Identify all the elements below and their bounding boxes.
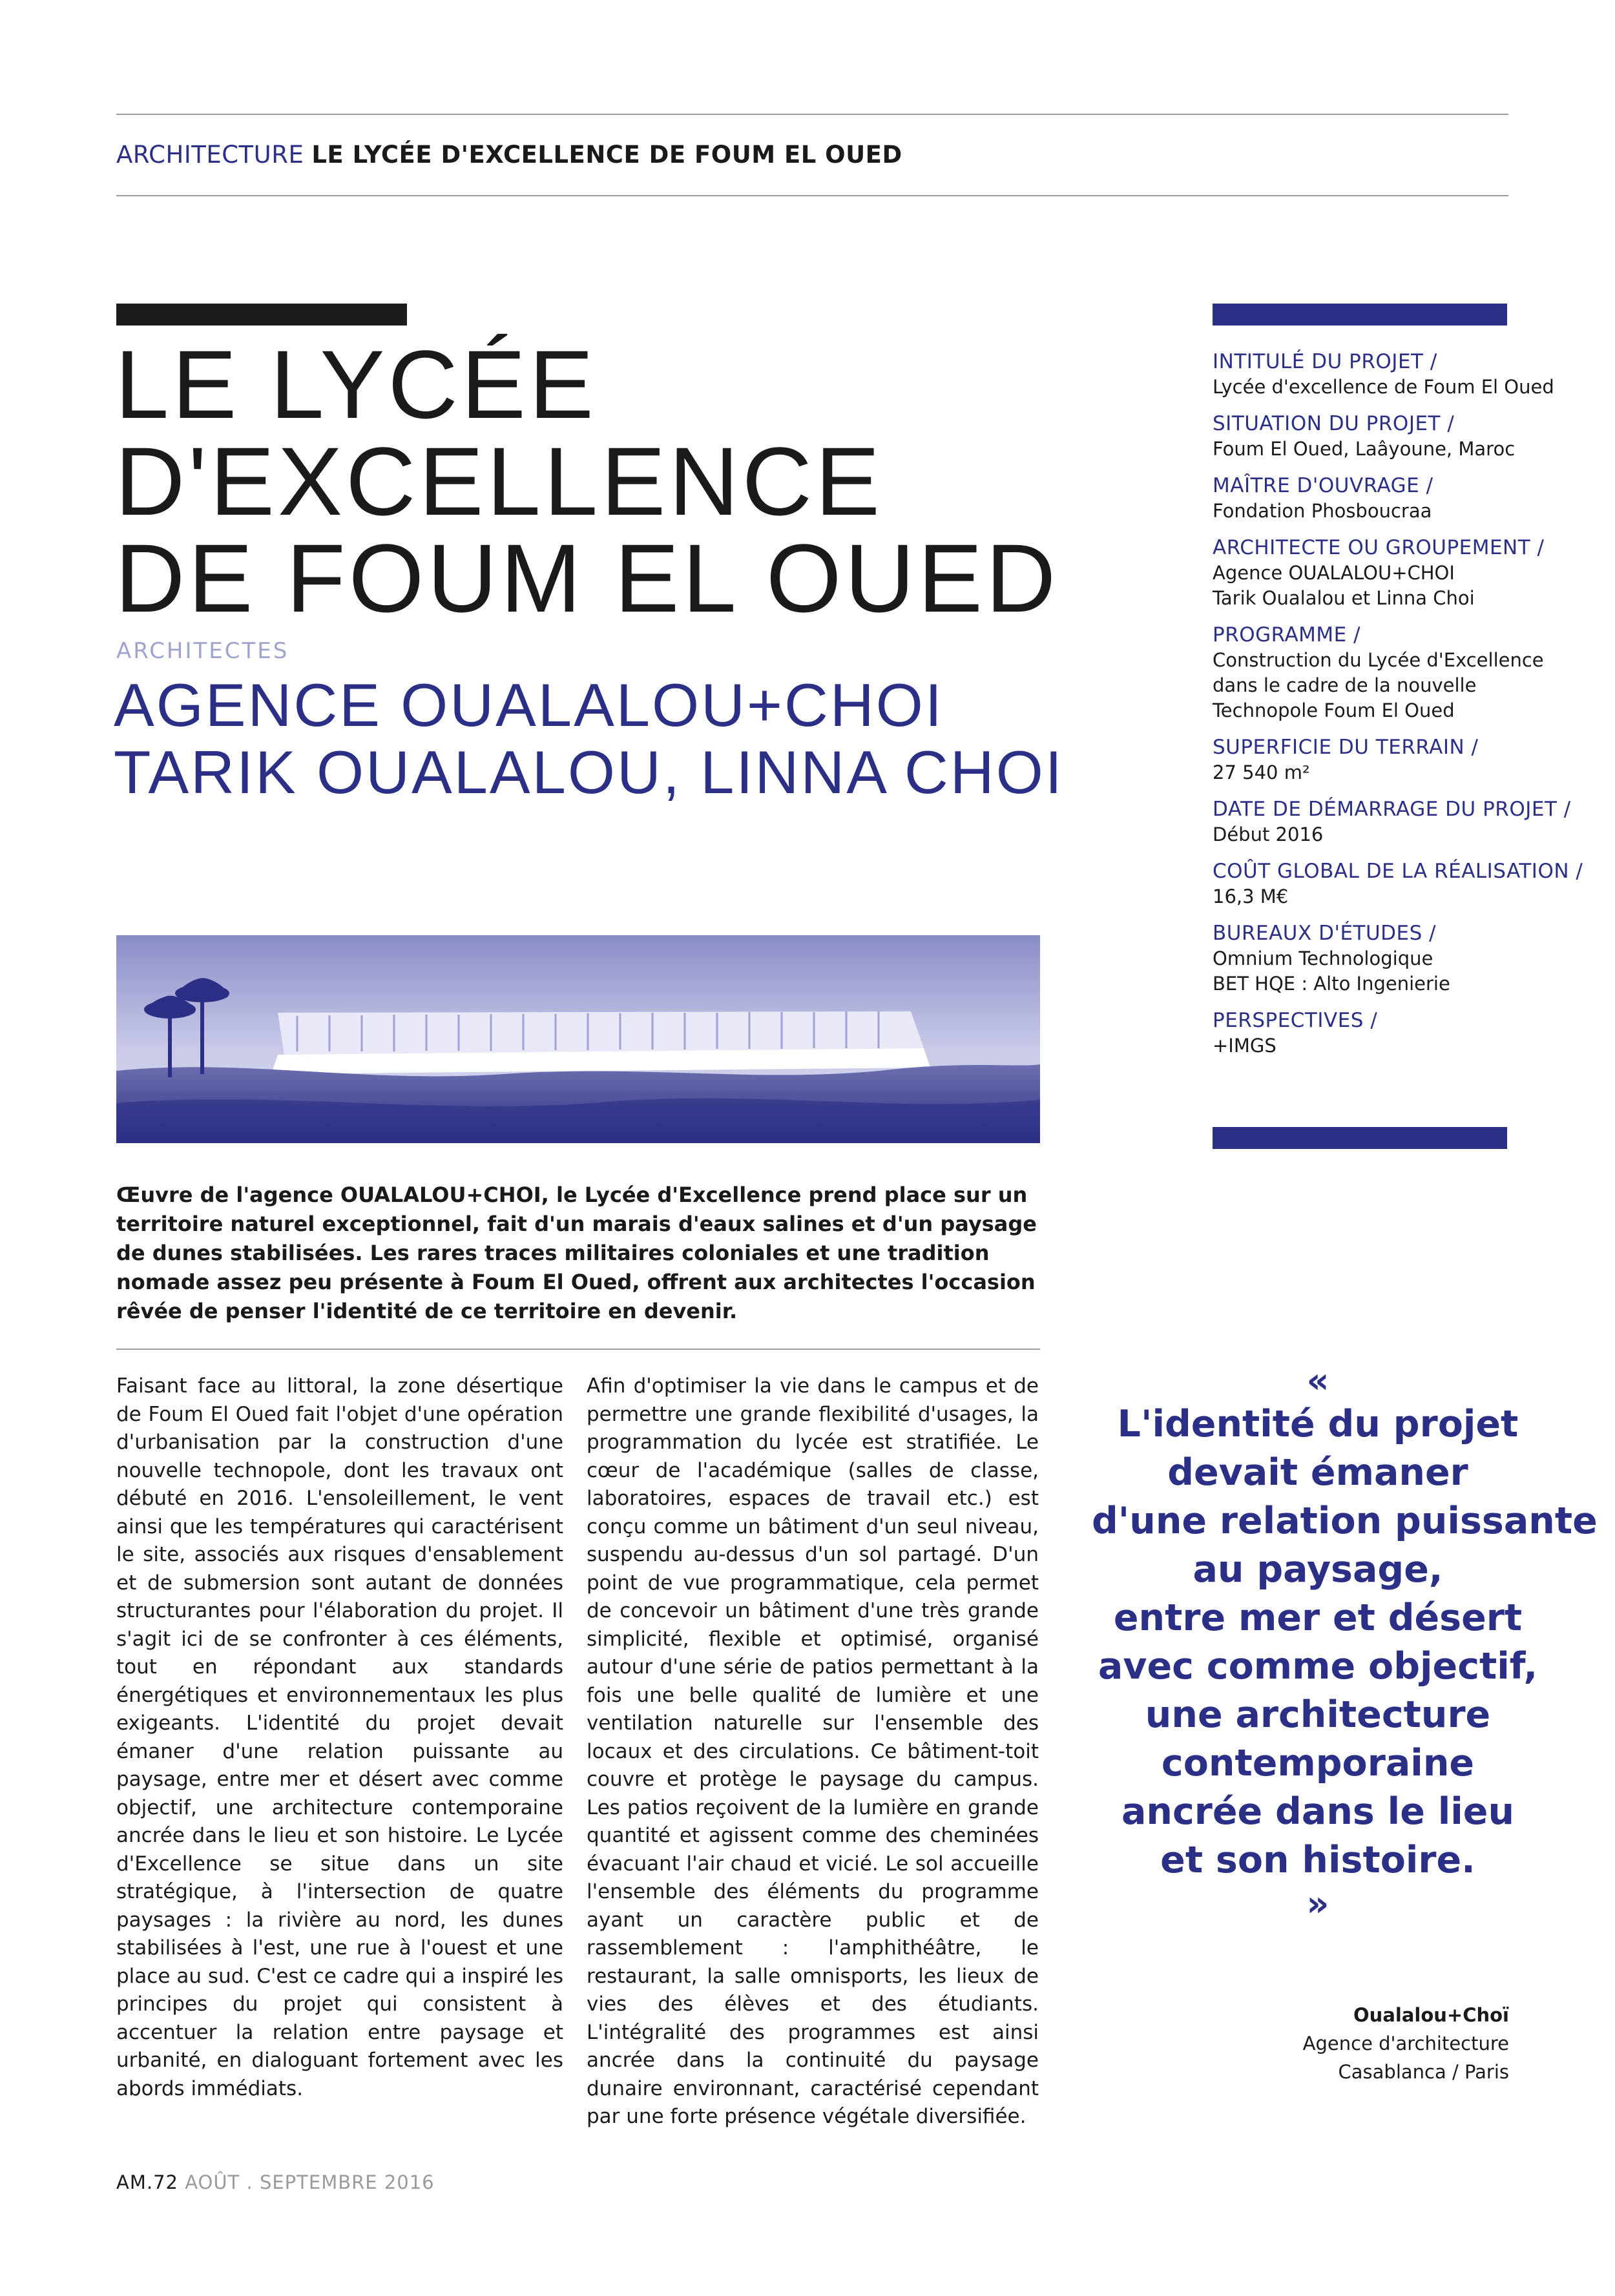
quote-author-location: Casablanca / Paris — [1338, 2061, 1509, 2083]
sidebar-info-label: PROGRAMME / — [1213, 623, 1361, 646]
running-header — [116, 141, 902, 169]
quote-line: entre mer et désert — [1113, 1597, 1523, 1639]
quote-line: devait émaner — [1167, 1451, 1468, 1494]
sidebar-info-label: ARCHITECTE OU GROUPEMENT / — [1213, 536, 1545, 559]
sidebar-bottom-bar — [1213, 1127, 1507, 1149]
architects-names — [114, 672, 1064, 806]
quote-line: L'identité du projet — [1117, 1403, 1519, 1445]
page-title — [115, 330, 1059, 632]
quote-line: avec comme objectif, — [1098, 1645, 1538, 1688]
header-top-rule — [116, 114, 1508, 115]
sidebar-info-label: PERSPECTIVES / — [1213, 1009, 1378, 1032]
body-column-1: Faisant face au littoral, la zone désertique de Foum El Oued fait l'objet d'une opération d'urbanisation par la construction d'une nouvelle technopole, dont les travaux ont débuté en 2016. L'ensoleillement, le vent ainsi que les températures qui caractérisent le site, associés aux risques d'ensablement et de submersion sont autant de données structurantes pour l'élaboration du projet. Il s'agit ici de se confronter à ces éléments, tout en répondant aux standards énergétiques et environnementaux les plus exigeants. L'identité du projet devait émaner d'une relation puissante au paysage, entre mer et désert avec comme objectif, une architecture contemporaine ancrée dans le lieu et son histoire. Le Lycée d'Excellence se situe dans un site stratégique, à l'intersection de quatre paysages : la rivière au nord, les dunes stabilisées à l'est, une rue à l'ouest et une place au sud. C'est ce cadre qui a inspiré les principes du projet qui consistent à accentuer la relation entre paysage et urbanité, en dialoguant fortement avec les abords immédiats. — [116, 1374, 563, 2100]
sidebar-info-item — [1213, 920, 1613, 997]
sidebar-info-value: +IMGS — [1213, 1035, 1276, 1057]
sidebar-info-label: COÛT GLOBAL DE LA RÉALISATION / — [1213, 860, 1583, 883]
sidebar-info-label: SITUATION DU PROJET / — [1213, 412, 1455, 435]
sidebar-info-value: Technopole Foum El Oued — [1213, 699, 1455, 721]
quote-line: contemporaine — [1161, 1742, 1475, 1784]
quote-attribution — [1303, 2001, 1509, 2086]
quote-author-role: Agence d'architecture — [1302, 2032, 1509, 2054]
quote-line: d'une relation puissante — [1092, 1500, 1598, 1542]
architects-line-1: AGENCE OUALALOU+CHOI — [114, 671, 944, 739]
quote-close-mark: » — [1306, 1883, 1329, 1924]
sidebar-info-item — [1213, 796, 1613, 847]
quote-open-mark: « — [1306, 1360, 1329, 1401]
sidebar-info-value: Foum El Oued, Laâyoune, Maroc — [1213, 438, 1516, 460]
body-column-2: Afin d'optimiser la vie dans le campus et de permettre une grande flexibilité d'usages, la programmation du lycée est stratifiée. Le cœur de l'académique (salles de classe, laboratoires, espaces de travail etc.) est conçu comme un bâtiment d'un seul niveau, suspendu au-dessus d'un sol partagé. D'un point de vue programmatique, cela permet de concevoir un bâtiment d'une très grande simplicité, flexible et optimisé, organisé autour d'une série de patios permettant à la fois une belle qualité de lumière et une ventilation naturelle sur l'ensemble des locaux et des circulations. Ce bâtiment-toit couvre et protège le paysage du campus. Les patios reçoivent de la lumière en grande quantité et agissent comme des cheminées évacuant l'air chaud et vicié. Le sol accueille l'ensemble des éléments du programme ayant un caractère public et de rassemblement : l'amphithéâtre, le restaurant, la salle omnisports, les lieux de vies des élèves et des étudiants. L'intégralité des programmes est ainsi ancrée dans la continuité du paysage dunaire environnant, caractérisé cependant par une forte présence végétale diversifiée. — [587, 1374, 1039, 2128]
sidebar-info-value: 16,3 M€ — [1213, 885, 1289, 907]
quote-line: ancrée dans le lieu — [1121, 1790, 1515, 1833]
quote-text — [1092, 1400, 1598, 1885]
sidebar-info-label: INTITULÉ DU PROJET / — [1213, 350, 1437, 373]
title-accent-bar — [116, 304, 407, 326]
sidebar-info-value: Tarik Oualalou et Linna Choi — [1213, 587, 1475, 609]
sidebar-info-item — [1213, 349, 1613, 400]
sidebar-info-item — [1213, 1008, 1613, 1059]
sidebar-info-item — [1213, 858, 1613, 909]
page-footer — [116, 2171, 435, 2193]
sidebar-info-value: Agence OUALALOU+CHOI — [1213, 562, 1455, 584]
architects-line-2: TARIK OUALALOU, LINNA CHOI — [114, 738, 1064, 806]
lead-paragraph: Œuvre de l'agence OUALALOU+CHOI, le Lycée d'Excellence prend place sur un territoire naturel exceptionnel, fait d'un marais d'eaux salines et d'un paysage de dunes stabilisées. Les rares traces militaires coloniales et une tradition nomade assez peu présente à Foum El Oued, offrent aux architectes l'occasion rêvée de penser l'identité de ce territoire en devenir. — [116, 1183, 1037, 1323]
sidebar-info-item — [1213, 622, 1613, 723]
project-info-sidebar — [1213, 349, 1613, 1070]
architects-label: ARCHITECTES — [116, 638, 289, 664]
sidebar-info-value: BET HQE : Alto Ingenierie — [1213, 973, 1450, 995]
sidebar-info-label: BUREAUX D'ÉTUDES / — [1213, 922, 1437, 945]
sidebar-info-value: Fondation Phosboucraa — [1213, 500, 1432, 522]
pull-quote — [1092, 1360, 1598, 1924]
header-section: ARCHITECTURE — [116, 141, 304, 169]
issue-date: AOÛT . SEPTEMBRE 2016 — [185, 2171, 435, 2193]
sidebar-info-value: Omnium Technologique — [1213, 947, 1433, 969]
page-number: AM.72 — [116, 2171, 178, 2193]
sidebar-info-value: dans le cadre de la nouvelle — [1213, 674, 1477, 696]
sidebar-info-label: MAÎTRE D'OUVRAGE / — [1213, 474, 1433, 497]
sidebar-info-item — [1213, 535, 1613, 611]
sidebar-info-value: Lycée d'excellence de Foum El Oued — [1213, 376, 1554, 398]
lead-bottom-rule — [116, 1349, 1040, 1350]
title-line-2: D'EXCELLENCE — [115, 427, 884, 535]
sidebar-info-label: DATE DE DÉMARRAGE DU PROJET / — [1213, 798, 1571, 821]
sidebar-info-item — [1213, 734, 1613, 785]
sidebar-info-value: Début 2016 — [1213, 823, 1324, 845]
sidebar-top-bar — [1213, 304, 1507, 326]
building-perspective-image — [116, 935, 1040, 1143]
sidebar-info-item — [1213, 411, 1613, 462]
title-line-3: DE FOUM EL OUED — [115, 524, 1059, 632]
title-line-1: LE LYCÉE — [115, 330, 597, 439]
quote-line: et son histoire. — [1160, 1839, 1475, 1881]
quote-line: au paysage, — [1193, 1548, 1443, 1591]
sidebar-info-item — [1213, 473, 1613, 524]
quote-line: une architecture — [1145, 1693, 1491, 1736]
header-bottom-rule — [116, 195, 1508, 196]
sidebar-info-value: 27 540 m² — [1213, 761, 1310, 783]
sidebar-info-value: Construction du Lycée d'Excellence — [1213, 649, 1544, 671]
header-title: LE LYCÉE D'EXCELLENCE DE FOUM EL OUED — [311, 141, 902, 169]
quote-author: Oualalou+Choï — [1353, 2004, 1509, 2026]
sidebar-info-label: SUPERFICIE DU TERRAIN / — [1213, 736, 1479, 759]
